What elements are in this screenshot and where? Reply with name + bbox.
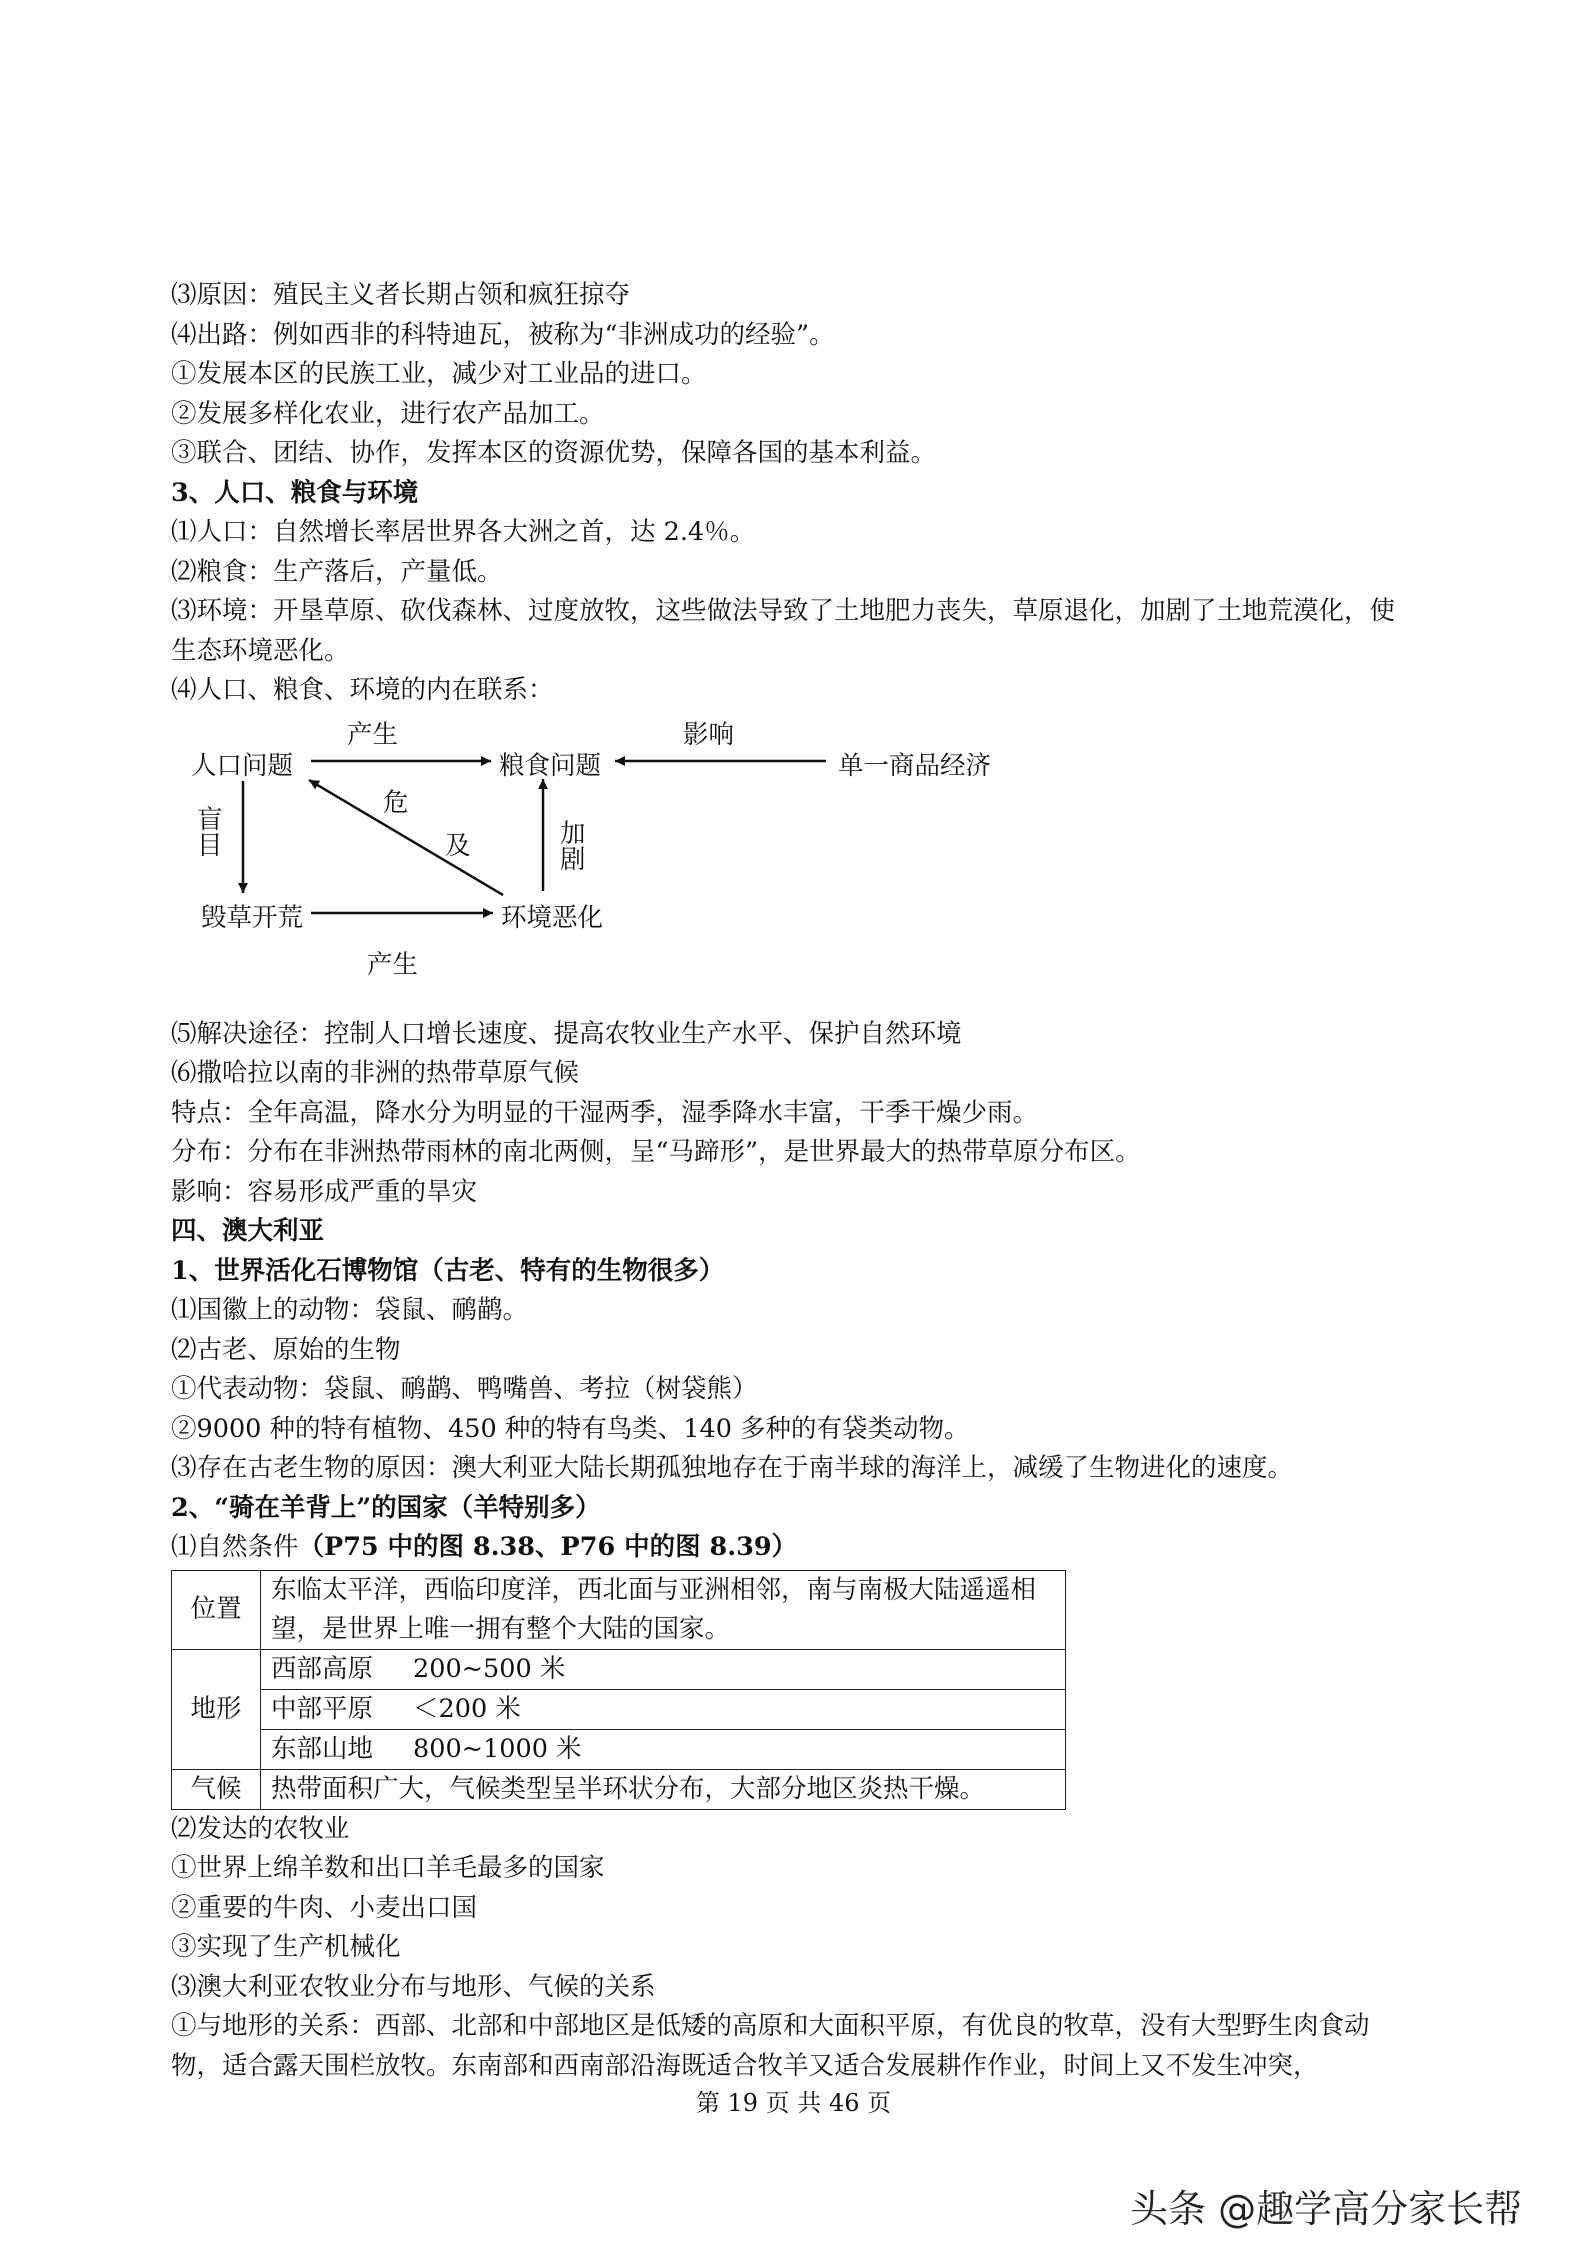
text-line: ①世界上绵羊数和出口羊毛最多的国家 <box>171 1853 605 1883</box>
edge-label-blind-2: 目 <box>197 830 223 861</box>
text-line: ⑴国徽上的动物：袋鼠、鸸鹋。 <box>171 1295 529 1325</box>
location-text: 东临太平洋，西临印度洋，西北面与亚洲相邻，南与南极大陆遥遥相望，是世界上唯一拥有整个大陆的国家。 <box>261 1570 1066 1649</box>
diagram-arrows <box>171 713 1411 1013</box>
chapter-heading: 四、澳大利亚 <box>171 1216 325 1246</box>
terrain-name: 中部平原 <box>271 1693 374 1724</box>
text-line: ①代表动物：袋鼠、鸸鹋、鸭嘴兽、考拉（树袋熊） <box>171 1374 758 1404</box>
natural-conditions-line <box>171 1528 1411 1568</box>
row-head-terrain: 地形 <box>172 1649 261 1769</box>
node-single-economy: 单一商品经济 <box>838 750 992 781</box>
text-line: ⑵粮食：生产落后，产量低。 <box>171 556 503 587</box>
text-line: ⑶原因：殖民主义者长期占领和疯狂掠夺 <box>171 280 631 310</box>
text-line: ⑵古老、原始的生物 <box>171 1334 401 1365</box>
table-row <box>172 1769 1066 1809</box>
edge-label-influence: 影响 <box>683 719 735 750</box>
edge-label-produce-bottom: 产生 <box>367 949 419 980</box>
table-row <box>172 1570 1066 1649</box>
text-line: ⑶澳大利亚农牧业分布与地形、气候的关系 <box>171 1971 656 2002</box>
text-line: 影响：容易形成严重的旱灾 <box>171 1176 478 1207</box>
text-line: 分布：分布在非洲热带雨林的南北两侧，呈“马蹄形”，是世界最大的热带草原分布区。 <box>171 1137 1141 1167</box>
page-number: 第 19 页 共 46 页 <box>695 2089 892 2117</box>
node-food: 粮食问题 <box>499 750 602 781</box>
text-line: ③联合、团结、协作，发挥本区的资源优势，保障各国的基本利益。 <box>171 438 937 468</box>
section-heading: 2、“骑在羊背上”的国家（羊特别多） <box>171 1492 601 1523</box>
table-row <box>172 1649 1066 1689</box>
row-head-climate: 气候 <box>172 1769 261 1809</box>
edge-label-blind-1: 盲 <box>197 804 223 835</box>
text-line: ②发展多样化农业，进行农产品加工。 <box>171 398 605 429</box>
text-paragraph: ⑶环境：开垦草原、砍伐森林、过度放牧，这些做法导致了土地肥力丧失，草原退化，加剧了土地荒漠化，使生态环境恶化。 <box>171 596 1396 666</box>
text-line: ②9000 种的特有植物、450 种的特有鸟类、140 多种的有袋类动物。 <box>171 1413 970 1444</box>
edge-label-produce-top: 产生 <box>347 719 399 750</box>
terrain-value: 800~1000 米 <box>413 1733 582 1764</box>
natural-conditions-label: ⑴自然条件 <box>171 1532 299 1562</box>
text-line: ⑷出路：例如西非的科特迪瓦，被称为“非洲成功的经验”。 <box>171 319 835 350</box>
section-heading: 1、世界活化石博物馆（古老、特有的生物很多） <box>171 1255 725 1286</box>
text-line: 特点：全年高温，降水分为明显的干湿两季，湿季降水丰富，干季干燥少雨。 <box>171 1097 1039 1128</box>
edge-label-aggravate-2: 剧 <box>560 844 586 875</box>
edge-label-endanger-1: 危 <box>383 787 409 818</box>
node-environment: 环境恶化 <box>501 902 604 933</box>
text-line: ⑵发达的农牧业 <box>171 1813 350 1844</box>
text-line: ③实现了生产机械化 <box>171 1932 401 1962</box>
text-line: ⑶存在古老生物的原因：澳大利亚大陆长期孤独地存在于南半球的海洋上，减缓了生物进化的速度。 <box>171 1453 1294 1483</box>
relationship-diagram <box>171 713 1411 1013</box>
table-row <box>172 1689 1066 1729</box>
table-row <box>172 1729 1066 1769</box>
text-paragraph: ①与地形的关系：西部、北部和中部地区是低矮的高原和大面积平原，有优良的牧草，没有大型野生肉食动物，适合露天围栏放牧。东南部和西南部沿海既适合牧羊又适合发展耕作作业，时间上又不发生冲突， <box>171 2011 1370 2081</box>
text-line: ⑸解决途径：控制人口增长速度、提高农牧业生产水平、保护自然环境 <box>171 1018 962 1049</box>
edge-label-aggravate-1: 加 <box>560 818 586 849</box>
text-line: ⑷人口、粮食、环境的内在联系： <box>171 675 554 705</box>
text-line: ⑹撒哈拉以南的非洲的热带草原气候 <box>171 1058 580 1088</box>
text-line: ②重要的牛肉、小麦出口国 <box>171 1892 478 1923</box>
figure-reference: （P75 中的图 8.38、P76 中的图 8.39） <box>298 1532 798 1562</box>
terrain-cell <box>261 1649 1066 1689</box>
watermark: 头条 @趣学高分家长帮 <box>1130 2187 1523 2231</box>
row-head-location: 位置 <box>172 1570 261 1649</box>
terrain-value: 200~500 米 <box>413 1653 566 1684</box>
terrain-value: ＜200 米 <box>413 1693 521 1724</box>
terrain-cell <box>261 1729 1066 1769</box>
climate-text: 热带面积广大，气候类型呈半环状分布，大部分地区炎热干燥。 <box>261 1769 1066 1809</box>
text-line: ⑴人口：自然增长率居世界各大洲之首，达 2.4％。 <box>171 517 756 547</box>
natural-conditions-table <box>171 1570 1066 1810</box>
text-line: ①发展本区的民族工业，减少对工业品的进口。 <box>171 359 707 389</box>
node-reclaim: 毁草开荒 <box>201 902 304 933</box>
terrain-name: 西部高原 <box>271 1653 374 1684</box>
node-population: 人口问题 <box>191 750 294 781</box>
document-body <box>171 276 1411 2086</box>
section-heading: 3、人口、粮食与环境 <box>171 477 419 508</box>
terrain-cell <box>261 1689 1066 1729</box>
terrain-name: 东部山地 <box>271 1733 374 1764</box>
edge-label-endanger-2: 及 <box>445 830 471 861</box>
